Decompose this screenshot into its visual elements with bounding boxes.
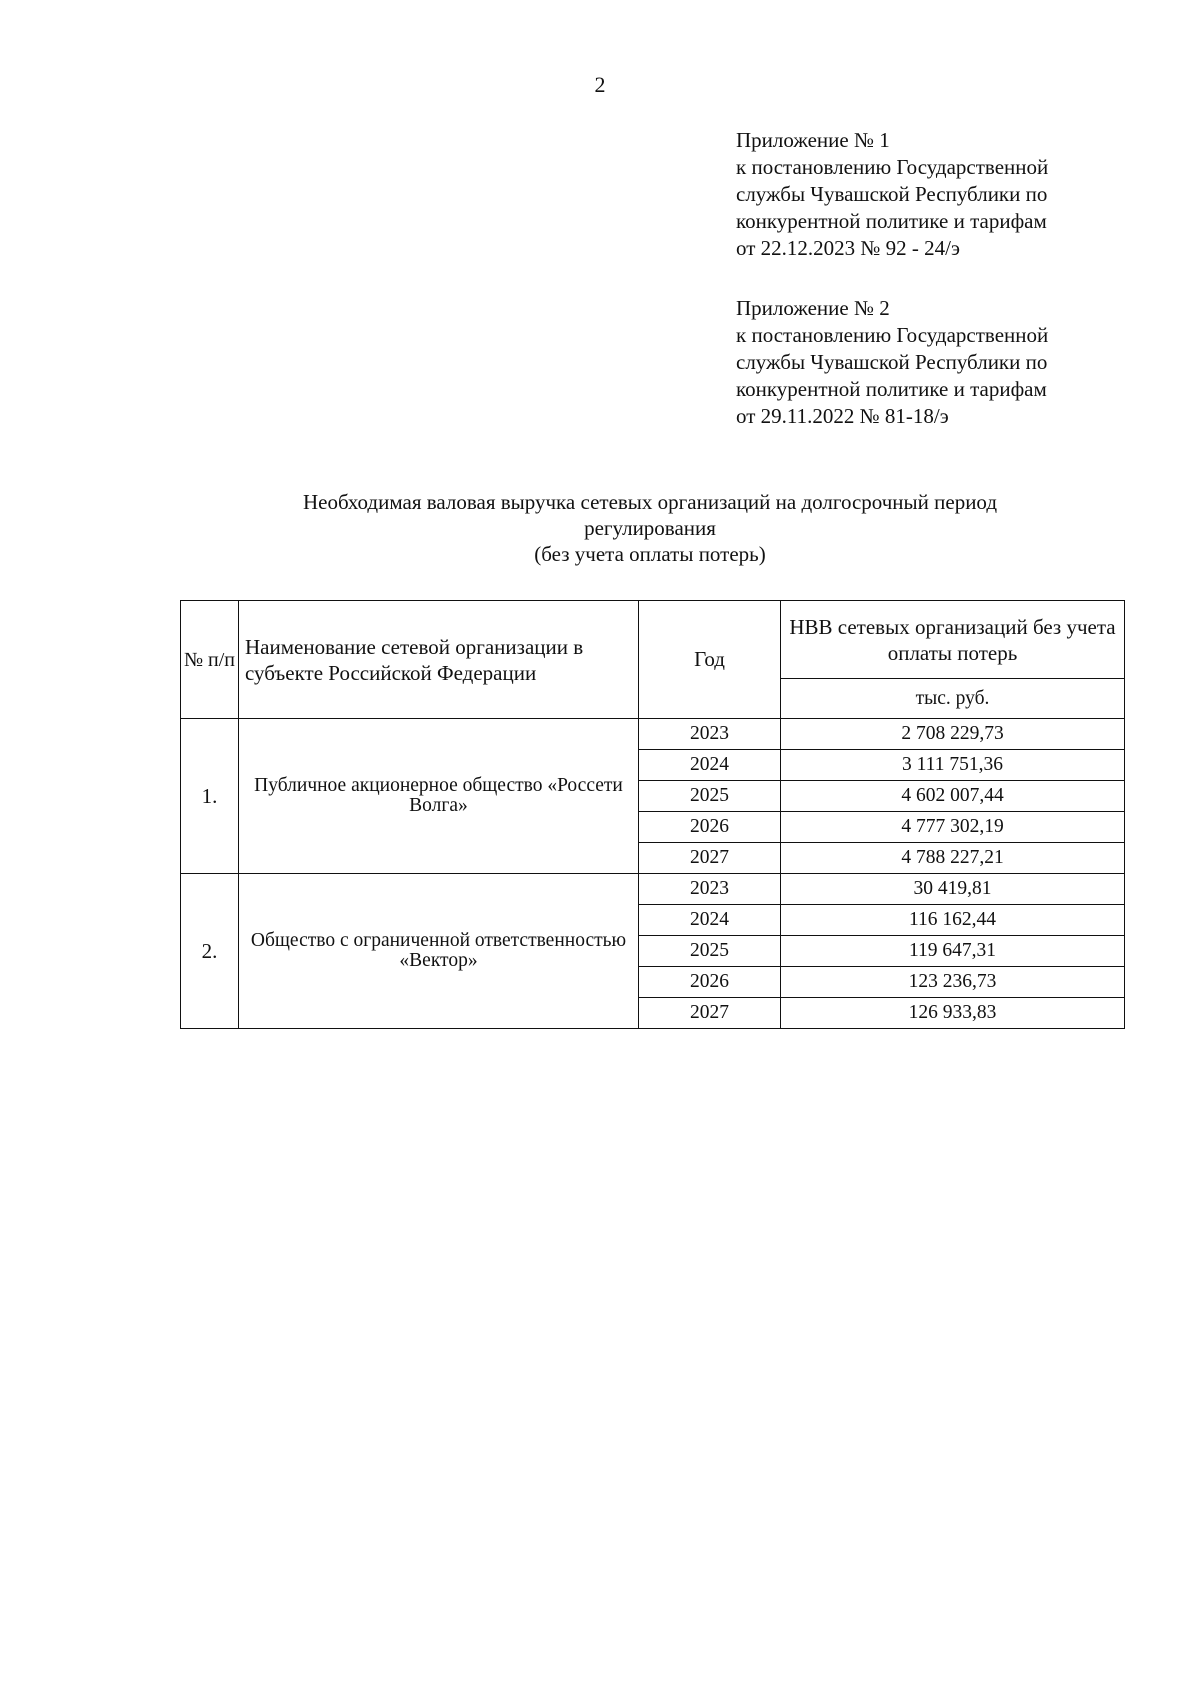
year-cell: 2024	[639, 905, 781, 936]
org-name: Общество с ограниченной ответственностью «Вектор»	[239, 874, 639, 1029]
header-unit: тыс. руб.	[781, 679, 1125, 719]
year-cell: 2027	[639, 843, 781, 874]
appendix-1-block	[736, 127, 1136, 262]
value-cell: 4 602 007,44	[781, 781, 1125, 812]
table-row	[181, 874, 1125, 905]
year-cell: 2026	[639, 812, 781, 843]
appendix-2-line: службы Чувашской Республики по	[736, 350, 1048, 374]
year-cell: 2023	[639, 874, 781, 905]
appendix-2-line: к постановлению Государственной	[736, 323, 1049, 347]
appendix-1-line: Приложение № 1	[736, 128, 890, 152]
value-cell: 116 162,44	[781, 905, 1125, 936]
value-cell: 2 708 229,73	[781, 719, 1125, 750]
appendix-1-line: конкурентной политике и тарифам	[736, 209, 1047, 233]
header-org-name: Наименование сетевой организации в субъекте Российской Федерации	[239, 601, 639, 719]
org-name: Публичное акционерное общество «Россети Волга»	[239, 719, 639, 874]
year-cell: 2026	[639, 967, 781, 998]
appendix-1-line: от 22.12.2023 № 92 - 24/э	[736, 236, 961, 260]
org-num: 1.	[181, 719, 239, 874]
year-cell: 2025	[639, 936, 781, 967]
year-cell: 2024	[639, 750, 781, 781]
page-number: 2	[594, 72, 606, 97]
value-cell: 30 419,81	[781, 874, 1125, 905]
document-title-line: (без учета оплаты потерь)	[534, 542, 766, 566]
appendix-2-line: от 29.11.2022 № 81-18/э	[736, 404, 949, 428]
table-row	[181, 719, 1125, 750]
value-cell: 126 933,83	[781, 998, 1125, 1029]
year-cell: 2027	[639, 998, 781, 1029]
value-cell: 119 647,31	[781, 936, 1125, 967]
document-title-line: регулирования	[584, 516, 716, 540]
header-nvv: НВВ сетевых организаций без учета оплаты потерь	[781, 601, 1125, 679]
value-cell: 4 777 302,19	[781, 812, 1125, 843]
header-year: Год	[639, 601, 781, 719]
year-cell: 2025	[639, 781, 781, 812]
appendix-1-line: службы Чувашской Республики по	[736, 182, 1048, 206]
appendix-2-block	[736, 295, 1136, 430]
value-cell: 4 788 227,21	[781, 843, 1125, 874]
year-cell: 2023	[639, 719, 781, 750]
document-title	[0, 489, 1200, 567]
appendix-1-line: к постановлению Государственной	[736, 155, 1049, 179]
value-cell: 3 111 751,36	[781, 750, 1125, 781]
appendix-2-line: конкурентной политике и тарифам	[736, 377, 1047, 401]
header-num: № п/п	[181, 601, 239, 719]
document-title-line: Необходимая валовая выручка сетевых организаций на долгосрочный период	[302, 490, 998, 514]
appendix-2-line: Приложение № 2	[736, 296, 890, 320]
value-cell: 123 236,73	[781, 967, 1125, 998]
nvv-table	[180, 600, 1125, 1029]
org-num: 2.	[181, 874, 239, 1029]
